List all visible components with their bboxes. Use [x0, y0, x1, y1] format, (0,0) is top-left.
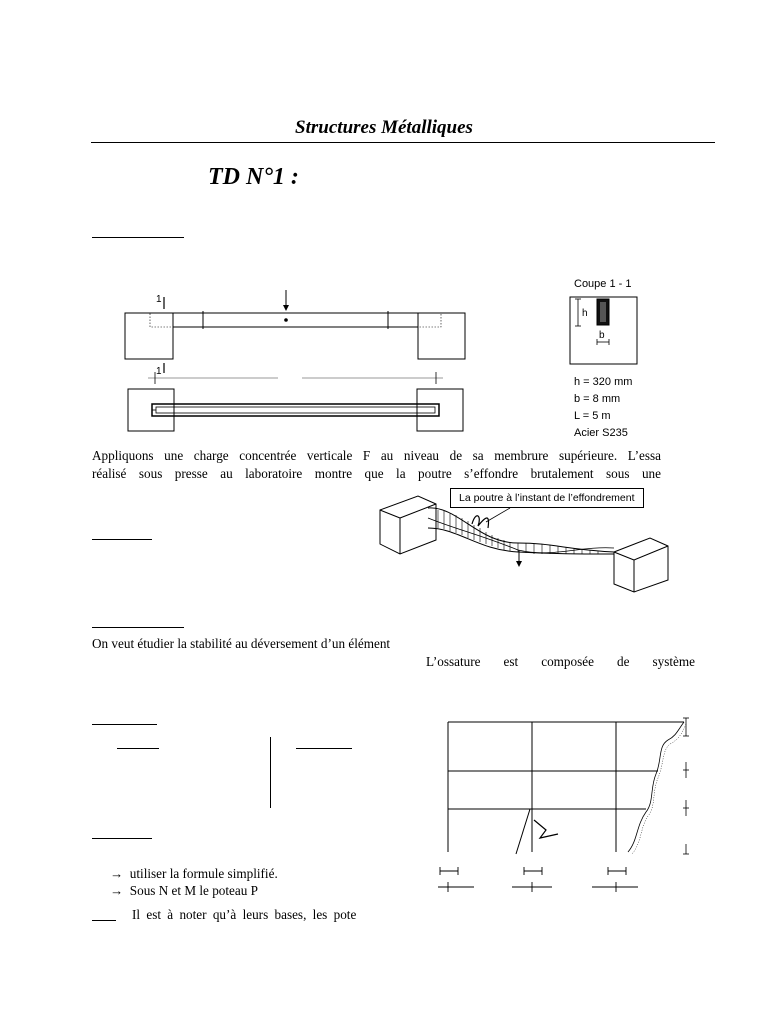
formula-divider	[270, 737, 271, 808]
section-mark-top: 1	[156, 294, 162, 305]
paragraph-1-line-2: réalisé sous presse au laboratoire montre que la poutre s’effondre brutalement sous une	[92, 466, 661, 481]
formula-blank-left	[117, 748, 159, 749]
spec-h: h = 320 mm	[574, 376, 633, 388]
section-mark-bottom: 1	[156, 366, 162, 377]
note-text: Il est à noter qu’à leurs bases, les pote	[132, 907, 357, 922]
note-blank	[92, 920, 116, 921]
spec-b: b = 8 mm	[574, 393, 621, 405]
section-heading-blank-2	[92, 539, 152, 540]
dimension-b-label: b	[599, 330, 605, 341]
section-title: Coupe 1 - 1	[574, 278, 632, 290]
td-title: TD N°1 :	[208, 164, 299, 190]
subsection-blank-2	[92, 838, 152, 839]
arrow-icon: →	[110, 866, 124, 881]
paragraph-2-line-2: L’ossature est composée de système	[426, 654, 695, 669]
section-heading-blank-1	[92, 237, 184, 238]
header-divider	[91, 142, 715, 143]
formula-blank-right	[296, 748, 352, 749]
spec-steel: Acier S235	[574, 427, 628, 439]
bullet-item-2	[110, 882, 258, 900]
paragraph-2-line-1: On veut étudier la stabilité au déversement d’un élément	[92, 636, 391, 651]
beam-elevation-figure	[120, 285, 480, 435]
section-heading-blank-3	[92, 627, 184, 628]
arrow-icon: →	[110, 883, 124, 898]
cross-section-figure	[569, 296, 639, 366]
paragraph-1-line-1: Appliquons une charge concentrée verticale F au niveau de sa membrure supérieure. L’essa	[92, 448, 661, 463]
collapse-callout: La poutre à l’instant de l’effondrement	[450, 488, 644, 508]
document-title: Structures Métalliques	[295, 117, 473, 138]
spec-l: L = 5 m	[574, 410, 611, 422]
bullet-item-1	[110, 865, 278, 883]
bullet-item-2-text: Sous N et M le poteau P	[129, 883, 258, 898]
bullet-item-1-text: utiliser la formule simplifié.	[129, 866, 278, 881]
subsection-blank-1	[92, 724, 157, 725]
frame-figure	[436, 716, 696, 896]
dimension-h-label: h	[582, 308, 588, 319]
